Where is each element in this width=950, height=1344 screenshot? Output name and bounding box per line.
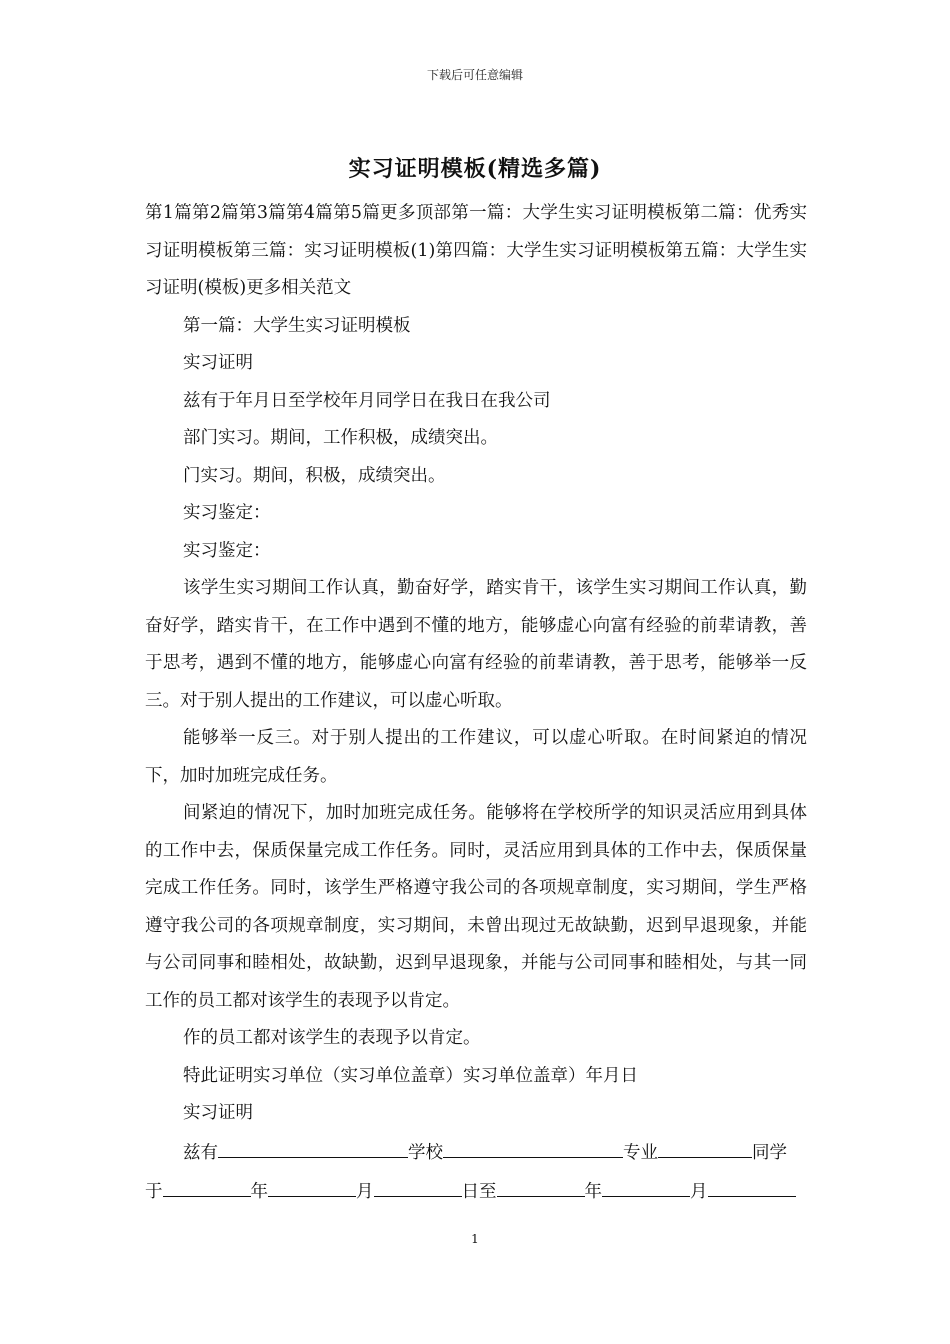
paragraph: 实习鉴定： [183, 540, 271, 561]
form-line [145, 1133, 807, 1173]
form-label: 年 [584, 1182, 602, 1202]
form-label: 年 [250, 1182, 268, 1202]
form-label: 月 [690, 1182, 708, 1202]
paragraph: 实习证明 [183, 1103, 253, 1123]
blank-line [658, 1133, 752, 1158]
paragraph: 实习鉴定： [183, 503, 271, 523]
form-label: 日至 [461, 1182, 497, 1202]
paragraph: 作的员工都对该学生的表现予以肯定。 [183, 1028, 481, 1048]
form-label: 月 [356, 1182, 374, 1202]
section-heading: 第一篇：大学生实习证明模板 [183, 315, 411, 336]
paragraph: 能够举一反三。对于别人提出的工作建议，可以虚心听取。在时间紧迫的情况下，加时加班完成任务。 [145, 728, 807, 786]
paragraph: 特此证明实习单位（实习单位盖章）实习单位盖章）年月日 [183, 1065, 638, 1086]
blank-line [374, 1172, 462, 1197]
header-note: 下载后可任意编辑 [426, 68, 523, 82]
blank-line [163, 1172, 251, 1197]
form-label: 专业 [623, 1142, 658, 1163]
form-label: 于 [145, 1182, 163, 1202]
paragraph: 部门实习。期间，工作积极，成绩突出。 [183, 428, 498, 448]
form-line [145, 1172, 807, 1212]
form-label: 兹有 [183, 1142, 218, 1163]
blank-line [443, 1133, 623, 1158]
blank-line [268, 1172, 356, 1197]
form-label: 学校 [408, 1142, 443, 1163]
table-of-contents: 第1篇第2篇第3篇第4篇第5篇更多顶部第一篇：大学生实习证明模板第二篇：优秀实习证明模板第三篇：实习证明模板(1)第四篇：大学生实习证明模板第五篇：大学生实习证明(模板)更多相关范文 [145, 203, 807, 298]
paragraph: 兹有于年月日至学校年月同学日在我日在我公司 [183, 390, 551, 411]
blank-line [497, 1172, 585, 1197]
blank-line [602, 1172, 690, 1197]
paragraph: 间紧迫的情况下，加时加班完成任务。能够将在学校所学的知识灵活应用到具体的工作中去，保质保量完成工作任务。同时，灵活应用到具体的工作中去，保质保量完成工作任务。同时，该学生严格遵守我公司的各项规章制度，实习期间，学生严格遵守我公司的各项规章制度，实习期间，未曾出现过无故缺勤，迟到早退现象，并能与公司同事和睦相处，故缺勤，迟到早退现象，并能与公司同事和睦相处，与其一同工作的员工都对该学生的表现予以肯定。 [145, 803, 807, 1011]
form-label: 同学 [752, 1142, 787, 1163]
page-number: 1 [471, 1232, 479, 1246]
blank-line [218, 1133, 408, 1158]
blank-line [708, 1172, 796, 1197]
paragraph: 门实习。期间，积极，成绩突出。 [183, 465, 446, 486]
paragraph: 实习证明 [183, 353, 253, 373]
document-title: 实习证明模板(精选多篇) [348, 156, 602, 182]
paragraph: 该学生实习期间工作认真，勤奋好学，踏实肯干，该学生实习期间工作认真，勤奋好学，踏实肯干，在工作中遇到不懂的地方，能够虚心向富有经验的前辈请教，善于思考，遇到不懂的地方，能够虚心向富有经验的前辈请教，善于思考，能够举一反三。对于别人提出的工作建议，可以虚心听取。 [145, 578, 807, 711]
document-body [145, 195, 807, 1212]
